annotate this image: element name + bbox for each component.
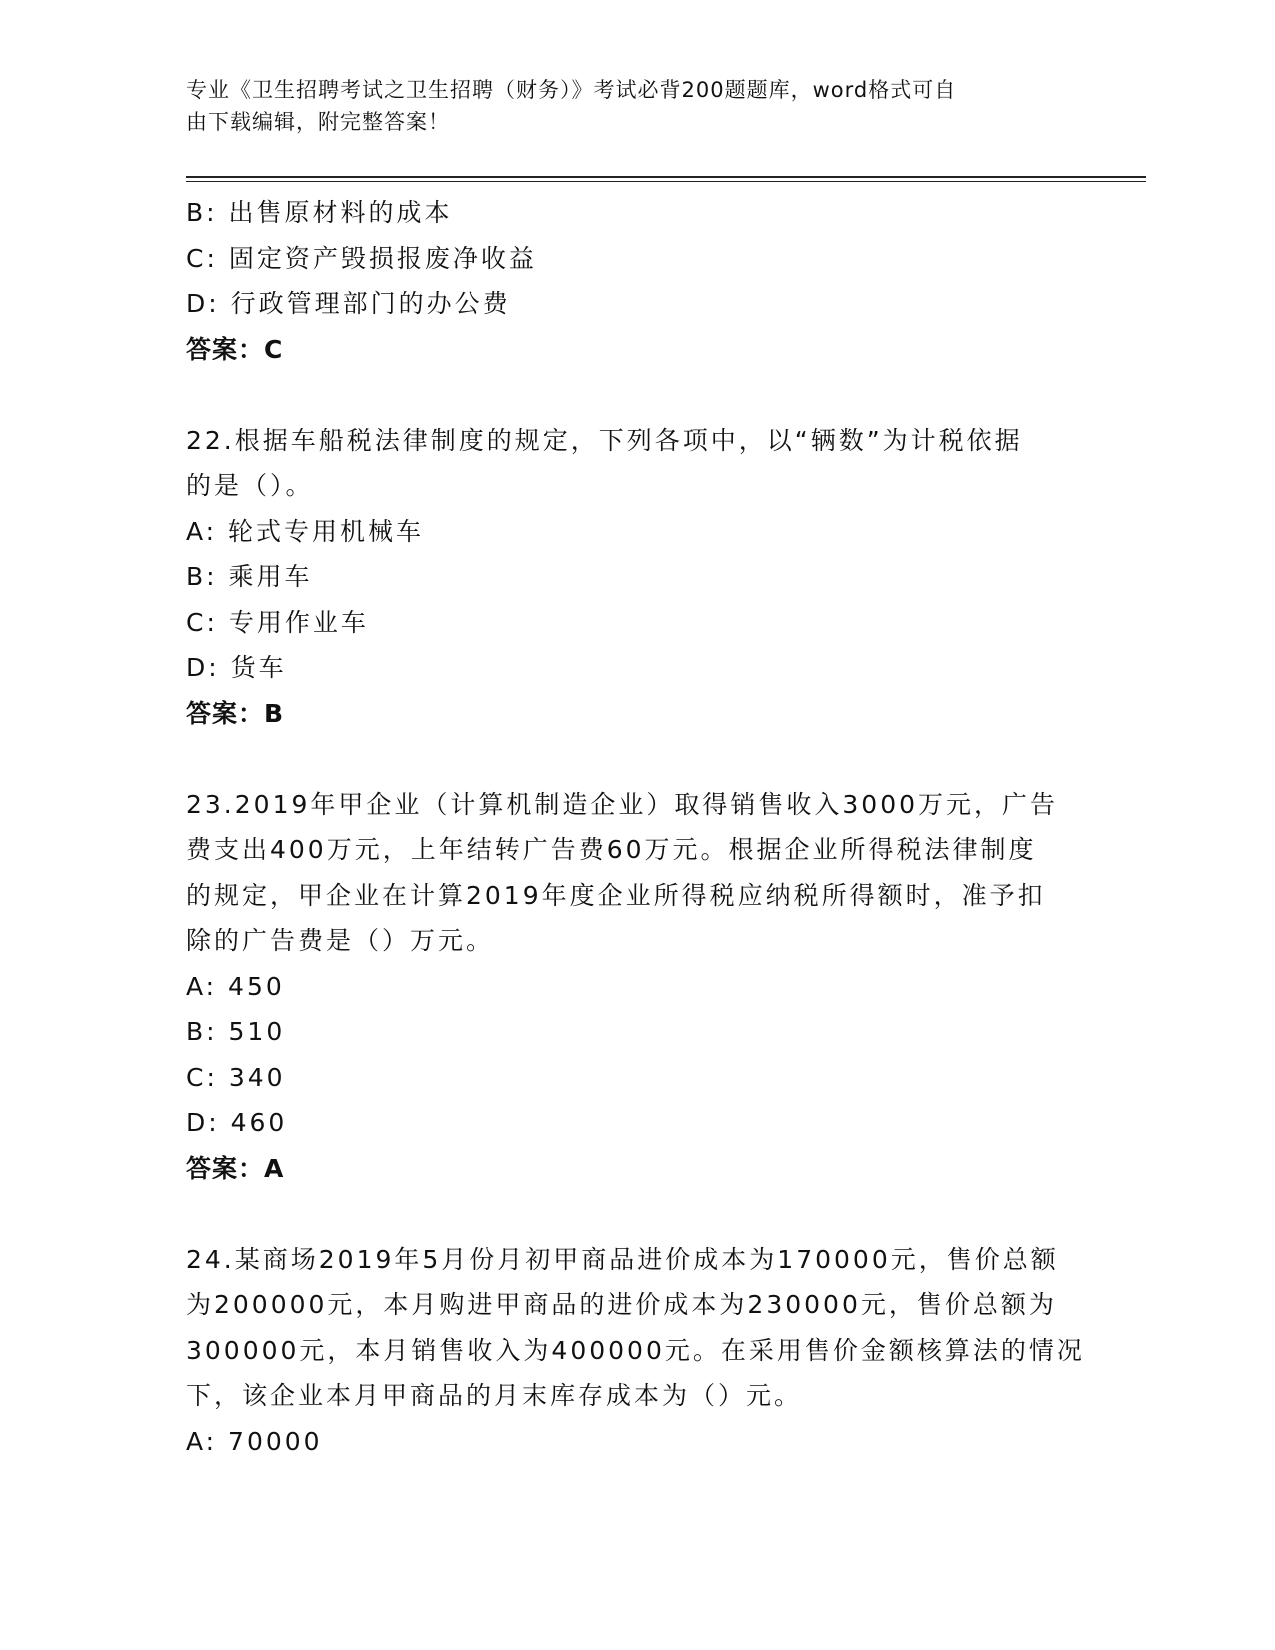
option-d: D: 460 (186, 1108, 288, 1137)
question-text-line: 为200000元，本月购进甲商品的进价成本为230000元，售价总额为 (186, 1290, 1057, 1319)
answer: 答案：B (186, 698, 285, 728)
question-24 (186, 1237, 1086, 1465)
spacer (186, 372, 1086, 418)
option-c: C: 专用作业车 (186, 607, 369, 637)
option-d: D: 行政管理部门的办公费 (186, 289, 511, 318)
spacer (186, 736, 1086, 782)
option-d: D: 货车 (186, 653, 287, 682)
question-text-line: 23.2019年甲企业（计算机制造企业）取得销售收入3000万元，广告 (186, 789, 1059, 819)
answer: 答案：A (186, 1153, 285, 1183)
question-list (186, 190, 1086, 1464)
option-c: C: 340 (186, 1062, 286, 1092)
question-21 (186, 190, 1086, 372)
option-c: C: 固定资产毁损报废净收益 (186, 243, 537, 273)
question-23 (186, 782, 1086, 1192)
question-22 (186, 418, 1086, 737)
document-header (186, 74, 1066, 138)
question-text-line: 费支出400万元，上年结转广告费60万元。根据企业所得税法律制度 (186, 835, 1037, 864)
option-b: B: 乘用车 (186, 562, 313, 591)
header-line-2: 由下载编辑，附完整答案！ (186, 110, 450, 134)
question-text-line: 下，该企业本月甲商品的月末库存成本为（）元。 (186, 1381, 803, 1410)
question-text-line: 22.根据车船税法律制度的规定，下列各项中，以“辆数”为计税依据 (186, 425, 1023, 455)
option-a: A: 70000 (186, 1426, 323, 1456)
question-text-line: 的是（）。 (186, 471, 314, 500)
header-rule-thick (186, 176, 1146, 178)
question-text-line: 300000元，本月销售收入为400000元。在采用售价金额核算法的情况 (186, 1335, 1085, 1365)
header-line-1: 专业《卫生招聘考试之卫生招聘（财务）》考试必背200题题库，word格式可自 (186, 78, 957, 102)
answer: 答案：C (186, 334, 284, 364)
question-text-line: 24.某商场2019年5月份月初甲商品进价成本为170000元，售价总额 (186, 1244, 1059, 1274)
header-rule-thin (186, 181, 1146, 182)
spacer (186, 1191, 1086, 1237)
question-text-line: 的规定，甲企业在计算2019年度企业所得税应纳税所得额时，准予扣 (186, 880, 1046, 910)
question-text-line: 除的广告费是（）万元。 (186, 926, 495, 955)
option-a: A: 轮式专用机械车 (186, 516, 425, 546)
option-b: B: 510 (186, 1017, 286, 1046)
option-a: A: 450 (186, 971, 285, 1001)
option-b: B: 出售原材料的成本 (186, 198, 453, 227)
